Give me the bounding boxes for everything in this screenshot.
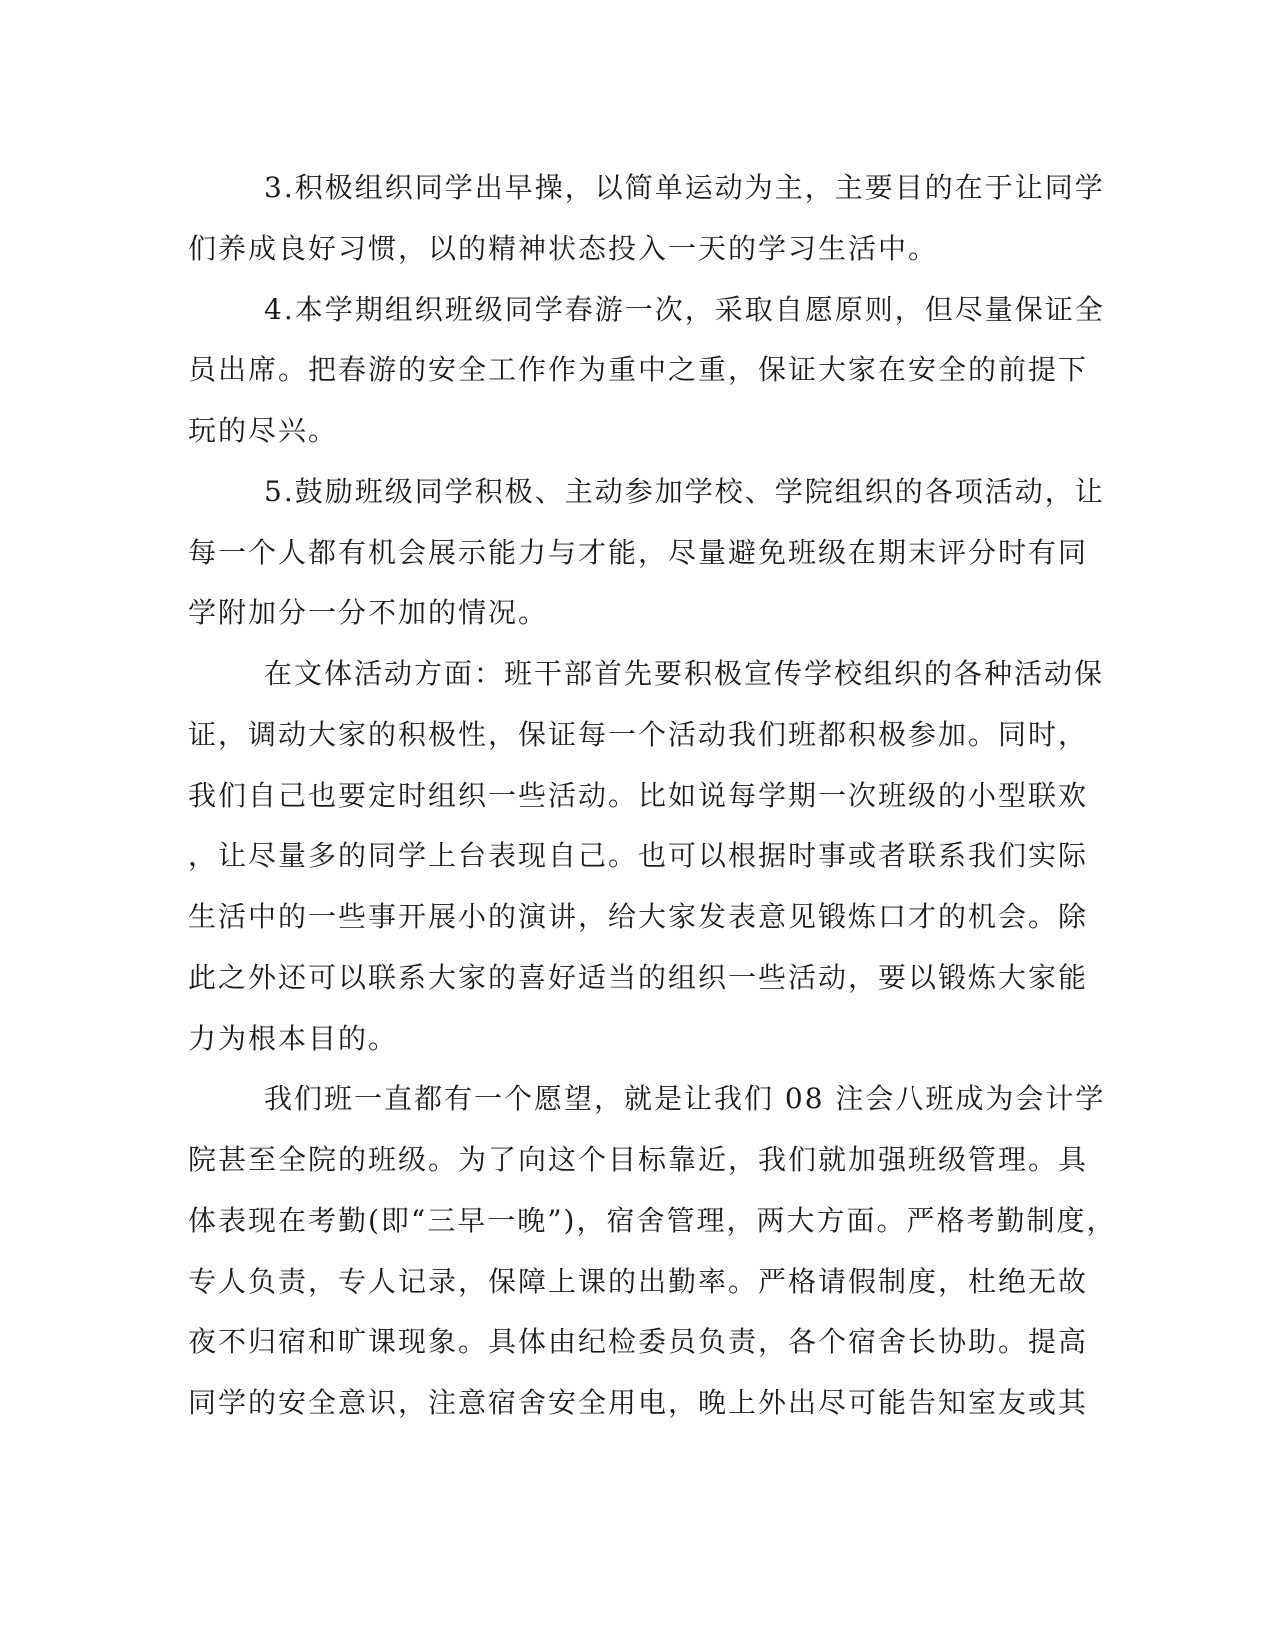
text-line: 专人负责，专人记录，保障上课的出勤率。严格请假制度，杜绝无故 [188, 1264, 1089, 1298]
text-line: ，让尽量多的同学上台表现自己。也可以根据时事或者联系我们实际 [188, 839, 1089, 873]
text-line: 我们自己也要定时组织一些活动。比如说每学期一次班级的小型联欢 [188, 778, 1089, 812]
document-body [188, 158, 1117, 1434]
text-line: 们养成良好习惯，以的精神状态投入一天的学习生活中。 [188, 231, 939, 265]
text-line: 在文体活动方面：班干部首先要积极宣传学校组织的各种活动保 [264, 657, 1105, 690]
text-line: 同学的安全意识，注意宿舍安全用电，晚上外出尽可能告知室友或其 [188, 1386, 1089, 1419]
text-line: 此之外还可以联系大家的喜好适当的组织一些活动，要以锻炼大家能 [188, 960, 1089, 994]
text-line: 我们班一直都有一个愿望，就是让我们 08 注会八班成为会计学 [264, 1082, 1106, 1116]
text-line: 每一个人都有机会展示能力与才能，尽量避免班级在期末评分时有同 [188, 535, 1089, 569]
text-line: 员出席。把春游的安全工作作为重中之重，保证大家在安全的前提下 [188, 353, 1089, 387]
text-line: 体表现在考勤(即“三早一晚”)，宿舍管理，两大方面。严格考勤制度， [188, 1203, 1117, 1237]
text-line: 3.积极组织同学出早操，以简单运动为主，主要目的在于让同学 [264, 171, 1105, 204]
text-line: 夜不归宿和旷课现象。具体由纪检委员负责，各个宿舍长协助。提高 [188, 1325, 1089, 1359]
text-line: 4.本学期组织班级同学春游一次，采取自愿原则，但尽量保证全 [264, 292, 1105, 326]
text-line: 玩的尽兴。 [188, 414, 339, 447]
text-line: 力为根本目的。 [188, 1021, 399, 1055]
text-line: 证，调动大家的积极性，保证每一个活动我们班都积极参加。同时， [188, 717, 1089, 751]
text-line: 学附加分一分不加的情况。 [188, 596, 549, 630]
text-line: 院甚至全院的班级。为了向这个目标靠近，我们就加强班级管理。具 [188, 1143, 1089, 1176]
text-line: 生活中的一些事开展小的演讲，给大家发表意见锻炼口才的机会。除 [188, 900, 1089, 933]
text-line: 5.鼓励班级同学积极、主动参加学校、学院组织的各项活动，让 [264, 474, 1105, 508]
